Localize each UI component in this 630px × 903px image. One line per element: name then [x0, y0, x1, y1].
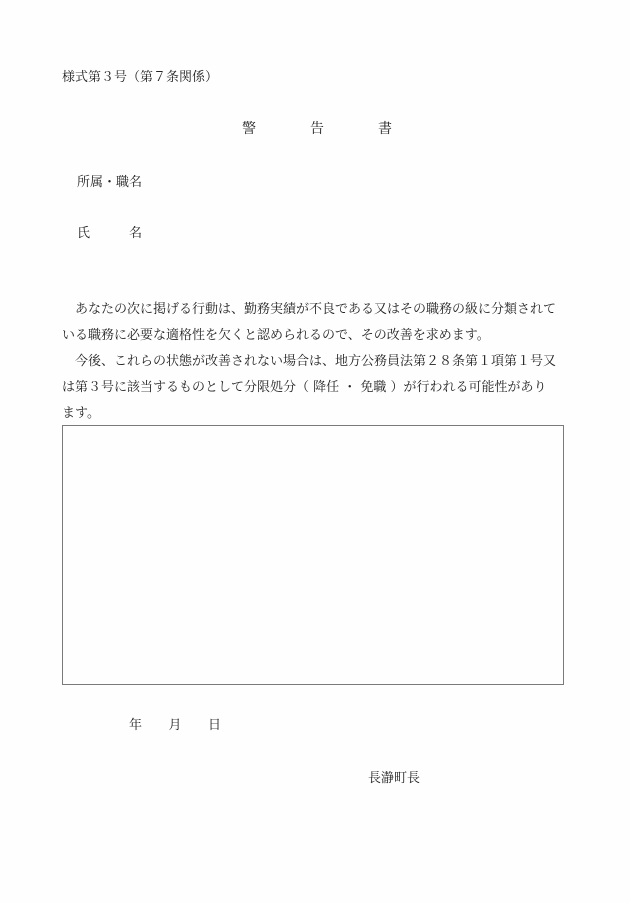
body-line: ます。 [62, 406, 100, 421]
body-line: 今後、これらの状態が改善されない場合は、地方公務員法第２８条第１項第１号又 [75, 354, 557, 369]
title-char: 警 [242, 121, 256, 137]
form-number: 様式第３号（第７条関係） [62, 70, 219, 85]
name-label [77, 222, 142, 241]
date-row [129, 714, 221, 733]
body-line: いる職務に必要な適格性を欠くと認められるので、その改善を求めます。 [62, 328, 490, 343]
affiliation-label: 所属・職名 [77, 175, 143, 190]
day-label: 日 [207, 718, 221, 733]
title-char: 告 [310, 121, 324, 137]
name-label-char: 氏 [77, 226, 91, 241]
document-title [242, 118, 392, 138]
title-char: 書 [378, 121, 392, 137]
year-label: 年 [129, 718, 143, 733]
signer-title: 長瀞町長 [368, 771, 421, 786]
body-line: は第３号に該当するものとして分限処分（ 降任 ・ 免職 ）が行われる可能性があり [62, 380, 547, 395]
body-line: あなたの次に掲げる行動は、勤務実績が不良である又はその職務の級に分類されて [75, 302, 557, 317]
name-label-char: 名 [128, 226, 142, 241]
warning-body [62, 297, 582, 427]
behavior-detail-box [62, 425, 564, 685]
month-label: 月 [168, 718, 182, 733]
